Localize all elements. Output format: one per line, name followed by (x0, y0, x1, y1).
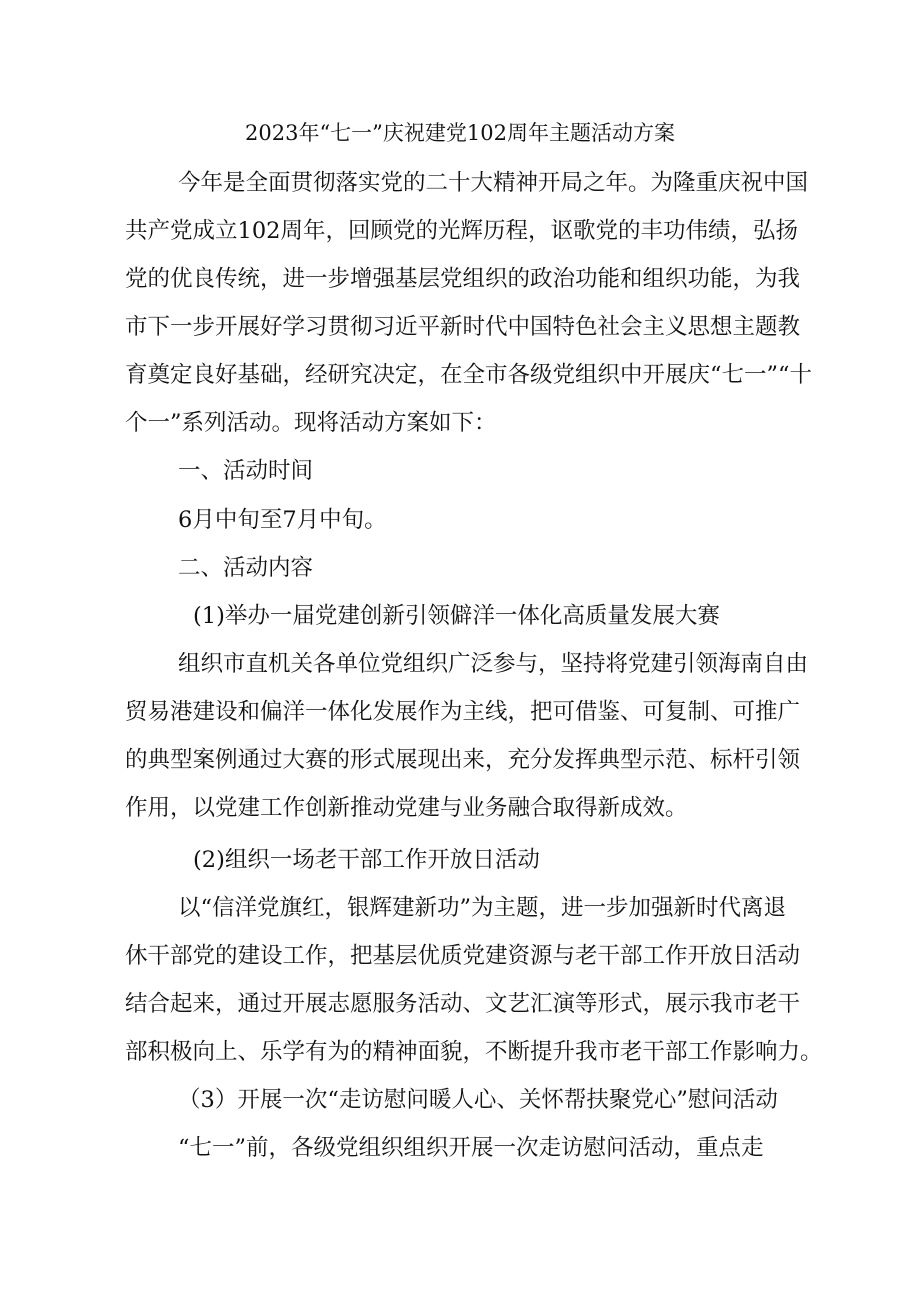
paragraph-line: 组织市直机关各单位党组织广泛参与，坚持将党建引领海南自由 (178, 651, 809, 677)
paragraph-line: 市下一步开展好学习贯彻习近平新时代中国特色社会主义思想主题教 (125, 314, 801, 340)
paragraph-line: 以“信洋党旗红，银辉建新功”为主题，进一步加强新时代离退 (178, 895, 787, 921)
section-heading: 一、活动时间 (178, 458, 314, 484)
paragraph-line: 部积极向上、乐学有为的精神面貌，不断提升我市老干部工作影响力。 (125, 1039, 823, 1065)
subsection-heading: (1)举办一届党建创新引领僻洋一体化高质量发展大赛 (193, 603, 720, 629)
paragraph-line: 的典型案例通过大赛的形式展现出来，充分发挥典型示范、标杆引领 (125, 747, 801, 773)
paragraph-line: 共产党成立102周年，回顾党的光辉历程，讴歌党的丰功伟绩，弘扬 (125, 218, 798, 244)
document-title: 2023年“七一”庆祝建党102周年主题活动方案 (245, 121, 675, 145)
paragraph-line: 结合起来，通过开展志愿服务活动、文艺汇演等形式，展示我市老干 (125, 991, 801, 1017)
section-heading: 二、活动内容 (178, 555, 314, 581)
paragraph-line: 育奠定良好基础，经研究决定，在全市各级党组织中开展庆“七一”“十 (125, 362, 813, 388)
paragraph-line: 个一”系列活动。现将活动方案如下： (125, 410, 497, 436)
paragraph-line: 党的优良传统，进一步增强基层党组织的政治功能和组织功能，为我 (125, 266, 801, 292)
paragraph-line: 今年是全面贯彻落实党的二十大精神开局之年。为隆重庆祝中国 (178, 170, 809, 196)
paragraph-line: 贸易港建设和偏洋一体化发展作为主线，把可借鉴、可复制、可推广 (125, 699, 801, 725)
subsection-heading: (2)组织一场老干部工作开放日活动 (193, 847, 540, 873)
paragraph-line: “七一”前，各级党组织组织开展一次走访慰问活动，重点走 (178, 1135, 764, 1161)
subsection-heading: （3）开展一次“走访慰问暖人心、关怀帮扶聚党心”慰问活动 (178, 1087, 778, 1113)
paragraph-line: 6月中旬至7月中旬。 (178, 507, 387, 533)
paragraph-line: 作用，以党建工作创新推动党建与业务融合取得新成效。 (125, 795, 688, 821)
paragraph-line: 休干部党的建设工作，把基层优质党建资源与老干部工作开放日活动 (125, 943, 801, 969)
